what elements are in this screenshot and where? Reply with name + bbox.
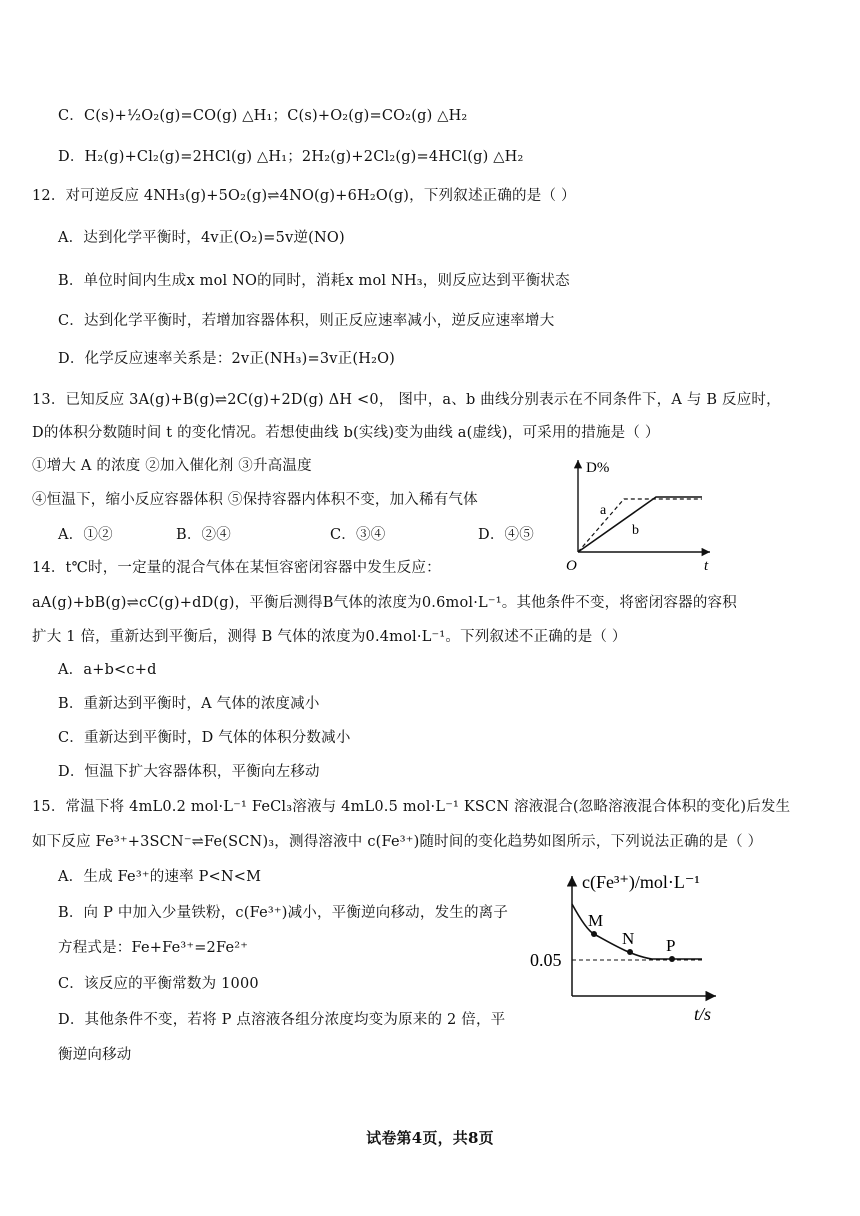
q11-option-c: C．C(s)+½O₂(g)=CO(g) △H₁；C(s)+O₂(g)=CO₂(g) △H₂ (58, 108, 468, 124)
q15-option-b-line2: 方程式是：Fe+Fe³⁺=2Fe²⁺ (58, 940, 249, 956)
point-m-label: M (588, 911, 604, 930)
q14-stem-line1: 14．t℃时，一定量的混合气体在某恒容密闭容器中发生反应： (32, 560, 441, 576)
page-footer: 试卷第4页，共8页 (366, 1129, 494, 1147)
q13-stem-line1: 13．已知反应 3A(g)+B(g)⇌2C(g)+2D(g) ΔH <0， 图中，a、b 曲线分别表示在不同条件下，A 与 B 反应时， (32, 392, 781, 408)
q15-stem-line2: 如下反应 Fe³⁺+3SCN⁻⇌Fe(SCN)₃，测得溶液中 c(Fe³⁺)随时间的变化趋势如图所示，下列说法正确的是（ ） (32, 834, 763, 850)
q14-option-d: D．恒温下扩大容器体积，平衡向左移动 (58, 764, 320, 780)
q13-figure (562, 452, 722, 576)
q12-option-d: D．化学反应速率关系是：2v正(NH₃)=3v正(H₂O) (58, 351, 396, 367)
curve-a-label: a (600, 503, 607, 518)
q13-option-a: A．①② (58, 527, 113, 543)
q12-option-c: C．达到化学平衡时，若增加容器体积，则正反应速率减小，逆反应速率增大 (58, 313, 555, 329)
curve-b (578, 497, 702, 552)
q15-figure (522, 862, 732, 1032)
x-axis-label: t/s (694, 1004, 712, 1024)
q15-option-b-line1: B．向 P 中加入少量铁粉，c(Fe³⁺)减小，平衡逆向移动，发生的离子 (58, 905, 509, 921)
q15-stem-line1: 15．常温下将 4mL0.2 mol·L⁻¹ FeCl₃溶液与 4mL0.5 mol·L⁻¹ KSCN 溶液混合(忽略溶液混合体积的变化)后发生 (32, 799, 791, 815)
q15-option-d-line1: D．其他条件不变，若将 P 点溶液各组分浓度均变为原来的 2 倍，平 (58, 1012, 506, 1028)
q13-option-d: D．④⑤ (478, 527, 534, 543)
q15-option-c: C．该反应的平衡常数为 1000 (58, 976, 259, 992)
q14-stem-line3: 扩大 1 倍，重新达到平衡后，测得 B 气体的浓度为0.4mol·L⁻¹。下列叙述不正确的是（ ） (32, 629, 627, 645)
point-n-label: N (622, 929, 635, 948)
q13-option-b: B．②④ (176, 527, 231, 543)
q12-option-a: A．达到化学平衡时，4v正(O₂)=5v逆(NO) (58, 230, 345, 246)
q14-option-b: B．重新达到平衡时，A 气体的浓度减小 (58, 696, 320, 712)
q15-option-a: A．生成 Fe³⁺的速率 P<N<M (58, 869, 262, 885)
q14-stem-line2: aA(g)+bB(g)⇌cC(g)+dD(g)，平衡后测得B气体的浓度为0.6mol·L⁻¹。其他条件不变，将密闭容器的容积 (32, 595, 737, 611)
origin-label: O (566, 558, 577, 574)
q14-option-a: A．a+b<c+d (58, 662, 157, 678)
q12-stem: 12．对可逆反应 4NH₃(g)+5O₂(g)⇌4NO(g)+6H₂O(g)，下列叙述正确的是（ ） (32, 188, 576, 204)
point-m (591, 931, 597, 937)
q13-items-line1: ①增大 A 的浓度 ②加入催化剂 ③升高温度 (32, 458, 312, 474)
q13-stem-line2: D的体积分数随时间 t 的变化情况。若想使曲线 b(实线)变为曲线 a(虚线)，可采用的措施是（ ） (32, 425, 660, 441)
q15-option-d-line2: 衡逆向移动 (58, 1047, 132, 1063)
x-axis-label: t (704, 558, 709, 574)
tick-label-0-05: 0.05 (530, 950, 562, 970)
curve-b-label: b (632, 523, 639, 538)
point-p (669, 956, 675, 962)
q13-items-line2: ④恒温下，缩小反应容器体积 ⑤保持容器内体积不变，加入稀有气体 (32, 492, 478, 508)
q11-option-d: D．H₂(g)+Cl₂(g)=2HCl(g) △H₁；2H₂(g)+2Cl₂(g)=4HCl(g) △H₂ (58, 149, 524, 165)
point-n (627, 949, 633, 955)
q12-option-b: B．单位时间内生成x mol NO的同时，消耗x mol NH₃，则反应达到平衡状态 (58, 273, 570, 289)
y-axis-label: D% (586, 460, 610, 476)
point-p-label: P (666, 936, 676, 955)
y-axis-label: c(Fe³⁺)/mol·L⁻¹ (582, 872, 700, 892)
curve-a (578, 499, 702, 552)
q14-option-c: C．重新达到平衡时，D 气体的体积分数减小 (58, 730, 351, 746)
q13-option-c: C．③④ (330, 527, 386, 543)
